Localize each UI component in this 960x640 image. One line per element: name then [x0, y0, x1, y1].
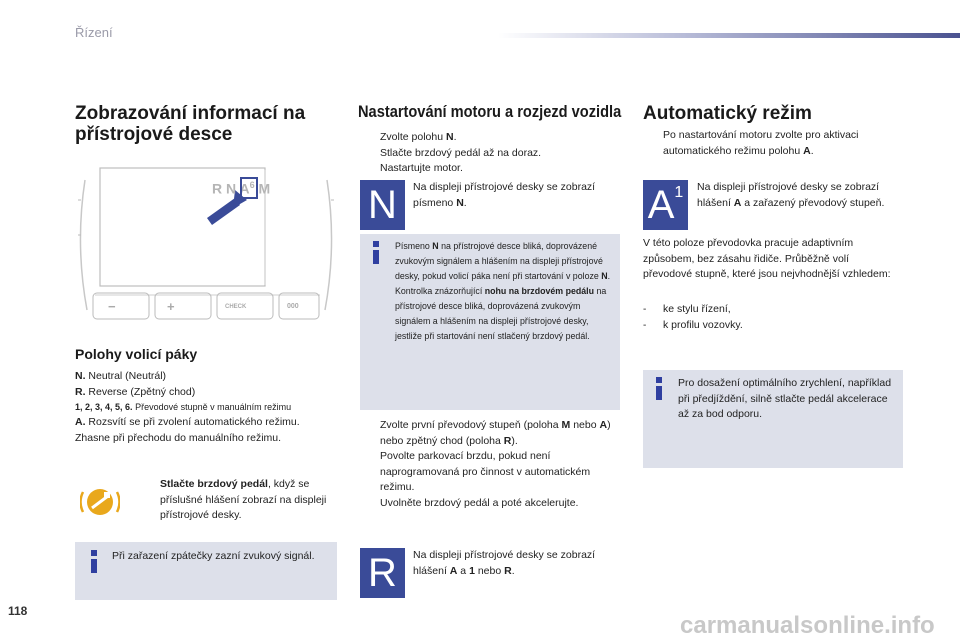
step-press-brake: Stlačte brzdový pedál až na doraz.	[380, 146, 542, 159]
letter-a-badge: A $^1$	[643, 180, 688, 230]
a-display-text: Na displeji přístrojové desky se zobrazí hlášení A a zařazený převodový stupeň.	[697, 181, 885, 209]
info-icon	[650, 377, 668, 400]
auto-step: Po nastartování motoru zvolte pro aktivaci automatického režimu polohu A.	[663, 129, 859, 157]
start-steps	[360, 130, 620, 177]
n-display-text: Na displeji přístrojové desky se zobrazí písmeno N.	[413, 181, 596, 209]
list-item: - ke stylu řízení,	[643, 303, 731, 315]
check-button: CHECK	[225, 304, 247, 310]
odometer-button: 000	[287, 303, 299, 310]
adaptive-paragraph: V této poloze převodovka pracuje adaptivním způsobem, bez zásahu řidiče. Průběžně volí převodové stupně, které jsou nejvhodnější vzhledem:	[643, 237, 891, 280]
info-box-reverse: Při zařazení zpátečky zazní zvukový signál.	[75, 542, 337, 600]
watermark: carmanualsonline.info	[680, 612, 935, 639]
page-number: 118	[8, 604, 28, 618]
manual-gears: 1, 2, 3, 4, 5, 6. Převodové stupně v manuálním režimu	[75, 402, 292, 412]
section-header: Řízení	[75, 25, 113, 40]
step-accelerate: Uvolněte brzdový pedál a poté akcelerujte.	[380, 496, 579, 509]
r-display-text: Na displeji přístrojové desky se zobrazí hlášení A a 1 nebo R.	[413, 549, 596, 577]
col1-title: Zobrazování informací na přístrojové desce	[75, 103, 306, 145]
info-box-start: Písmeno N na přístrojové desce bliká, doprovázené zvukovým signálem a hlášením na displeji přístrojové desky, pokud volicí páka není při startování v poloze N. Kontrolka znázorňující nohu na brzdovém pedálu na přístrojové desce bliká, doprovázená zvukovým signálem a hlášením na displeji přístrojové desky, jestliže při startování není stlačený brzdový pedál.	[360, 234, 620, 410]
plus-button: +	[167, 299, 175, 314]
n-position: N. Neutral (Neutrál)	[75, 370, 167, 382]
info-icon	[85, 550, 103, 573]
letter-n-badge: N	[360, 180, 405, 230]
a-position: A. Rozsvítí se při zvolení automatického režimu. Zhasne při přechodu do manuálního režimu.	[75, 416, 300, 444]
info-box-acceleration: Pro dosažení optimálního zrychlení, například při předjíždění, silně stlačte pedál akcelerace až za bod odporu.	[643, 370, 903, 468]
gear-positions-title: Polohy volicí páky	[75, 346, 198, 362]
header-bar	[498, 33, 960, 38]
step-select-gear: Zvolte první převodový stupeň (poloha M nebo A) nebo zpětný chod (poloha R).	[380, 419, 611, 447]
minus-button: −	[108, 299, 116, 314]
adaptive-list	[643, 302, 898, 333]
step-start-engine: Nastartujte motor.	[380, 162, 463, 174]
brake-instruction: Stlačte brzdový pedál, když se příslušné hlášení zobrazí na displeji přístrojové desky.	[160, 478, 327, 521]
step-select-n: Zvolte polohu N.	[380, 131, 457, 143]
gear-highlight	[240, 177, 258, 199]
dashboard-figure	[75, 160, 337, 330]
letter-r-badge: R	[360, 548, 405, 598]
brake-pedal-warning-icon	[80, 482, 120, 522]
drive-steps	[360, 418, 622, 511]
r-position: R. Reverse (Zpětný chod)	[75, 385, 196, 398]
step-release-parking-brake: Povolte parkovací brzdu, pokud není naprogramovaná pro činnost v automatickém režimu.	[380, 450, 591, 493]
info-icon	[367, 241, 385, 264]
gear-display: R N $A^6$ M	[212, 180, 271, 197]
col3-title: Automatický režim	[643, 103, 812, 124]
col2-title: Nastartování motoru a rozjezd vozidla	[358, 102, 622, 121]
gear-positions-list	[75, 369, 337, 446]
list-item: - k profilu vozovky.	[643, 318, 743, 331]
